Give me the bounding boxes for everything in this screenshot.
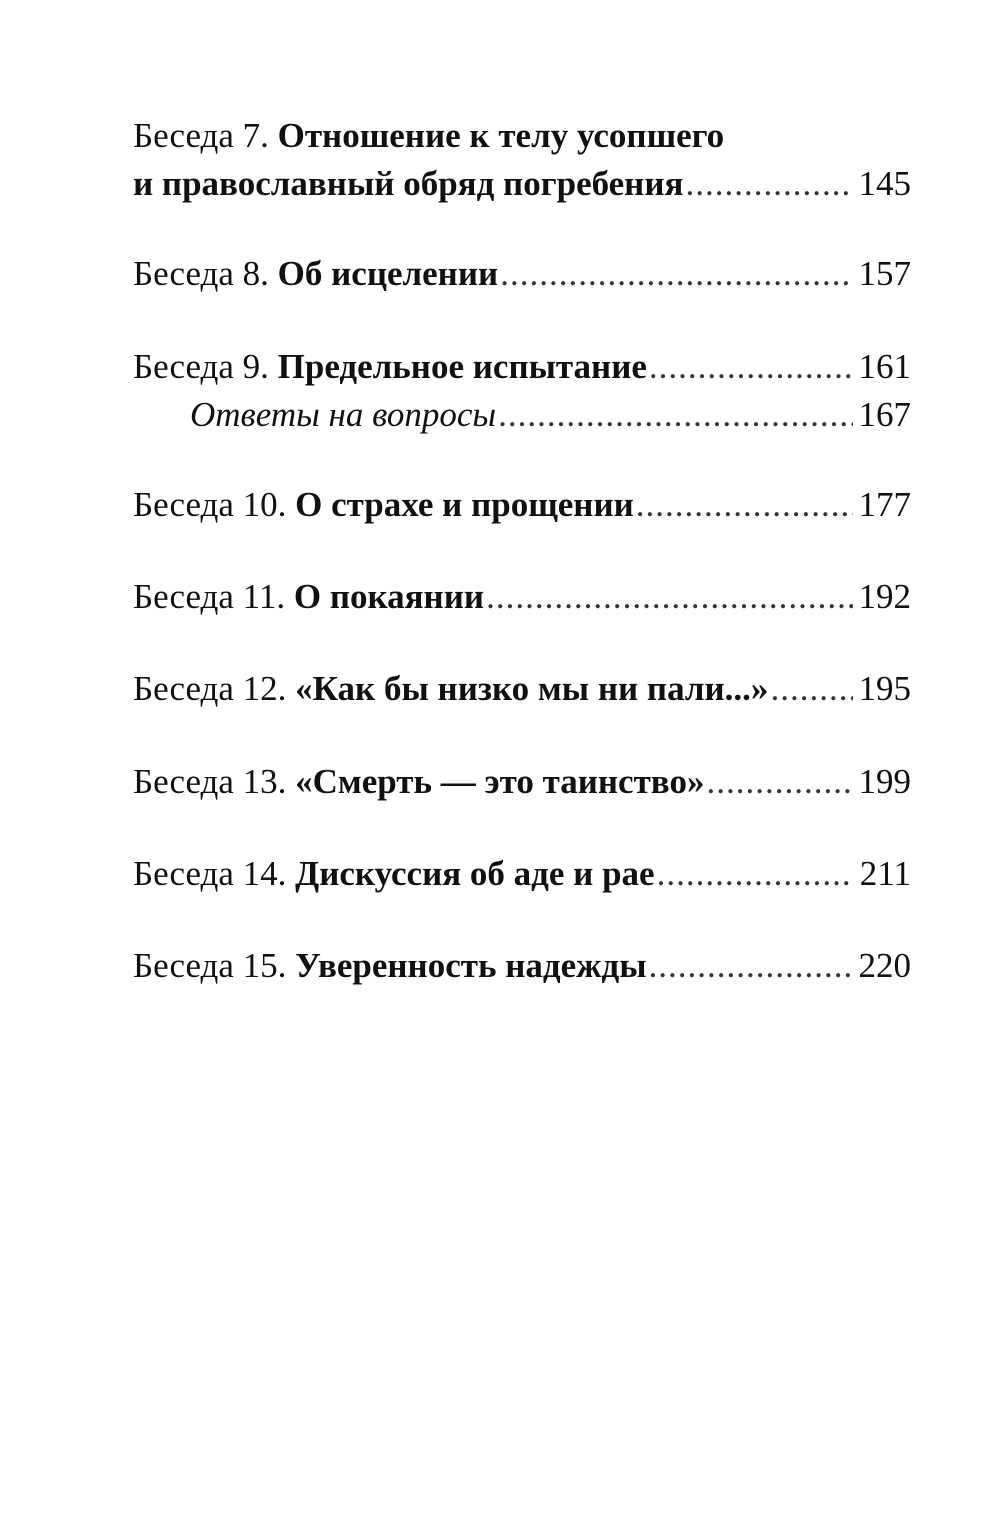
- toc-entry-line: [133, 942, 911, 990]
- dot-leader: [649, 942, 853, 990]
- toc-entry-line: [133, 481, 911, 529]
- entry-title: О покаянии: [293, 577, 485, 616]
- entry-title: Уверенность надежды: [295, 946, 647, 985]
- toc-entry-line: [133, 850, 911, 898]
- toc-entry-line: [133, 665, 911, 713]
- entry-number: Беседа 12.: [133, 669, 287, 708]
- toc-entry-line: [133, 758, 911, 806]
- toc-entry-11[interactable]: [133, 573, 911, 621]
- toc-entry-9[interactable]: [133, 343, 911, 439]
- entry-title: Дискуссия об аде и рае: [295, 854, 655, 893]
- page-number: 161: [858, 347, 911, 386]
- entry-title: «Как бы низко мы ни пали...»: [295, 669, 769, 708]
- toc-entry-10[interactable]: [133, 481, 911, 529]
- page-number: 177: [858, 485, 911, 524]
- page-number: 192: [858, 577, 911, 616]
- entry-title-line1: Отношение к телу усопшего: [277, 116, 725, 155]
- toc-entry-12[interactable]: [133, 665, 911, 713]
- toc-entry-7[interactable]: [133, 112, 911, 208]
- dot-leader: [498, 391, 852, 439]
- entry-title: «Смерть — это таинство»: [295, 762, 705, 801]
- entry-title: Об исцелении: [277, 254, 499, 293]
- dot-leader: [657, 850, 854, 898]
- page-number: 220: [858, 946, 911, 985]
- dot-leader: [636, 481, 853, 529]
- toc-entry-14[interactable]: [133, 850, 911, 898]
- toc-entry-15[interactable]: [133, 942, 911, 990]
- entry-title: Предельное испытание: [277, 347, 647, 386]
- entry-number: Беседа 10.: [133, 485, 287, 524]
- entry-number: Беседа 15.: [133, 946, 287, 985]
- entry-number: Беседа 14.: [133, 854, 287, 893]
- toc-entry-first-line: [133, 112, 911, 160]
- toc-entry-13[interactable]: [133, 758, 911, 806]
- entry-number: Беседа 9.: [133, 347, 269, 386]
- toc-entry-line: [133, 250, 911, 298]
- page-number: 157: [858, 254, 911, 293]
- dot-leader: [500, 250, 852, 298]
- page-number: 211: [859, 854, 911, 893]
- entry-title: и православный обряд погребения: [133, 164, 684, 203]
- dot-leader: [770, 665, 852, 713]
- page-number: 145: [858, 164, 911, 203]
- toc-entry-line: [133, 343, 911, 391]
- dot-leader: [706, 758, 852, 806]
- toc-entry-8[interactable]: [133, 250, 911, 298]
- entry-number: Беседа 11.: [133, 577, 286, 616]
- dot-leader: [649, 343, 853, 391]
- entry-number: Беседа 13.: [133, 762, 287, 801]
- entry-number: Беседа 8.: [133, 254, 269, 293]
- page-number: 199: [858, 762, 911, 801]
- entry-number: Беседа 7.: [133, 116, 269, 155]
- subentry-title: Ответы на вопросы: [190, 395, 497, 434]
- page-number: 167: [858, 395, 911, 434]
- dot-leader: [685, 160, 852, 208]
- entry-title: О страхе и прощении: [295, 485, 634, 524]
- page-number: 195: [858, 669, 911, 708]
- toc-subentry-answers[interactable]: [133, 391, 911, 439]
- toc-entry-line: [133, 573, 911, 621]
- toc-entry-second-line: [133, 160, 911, 208]
- dot-leader: [486, 573, 852, 621]
